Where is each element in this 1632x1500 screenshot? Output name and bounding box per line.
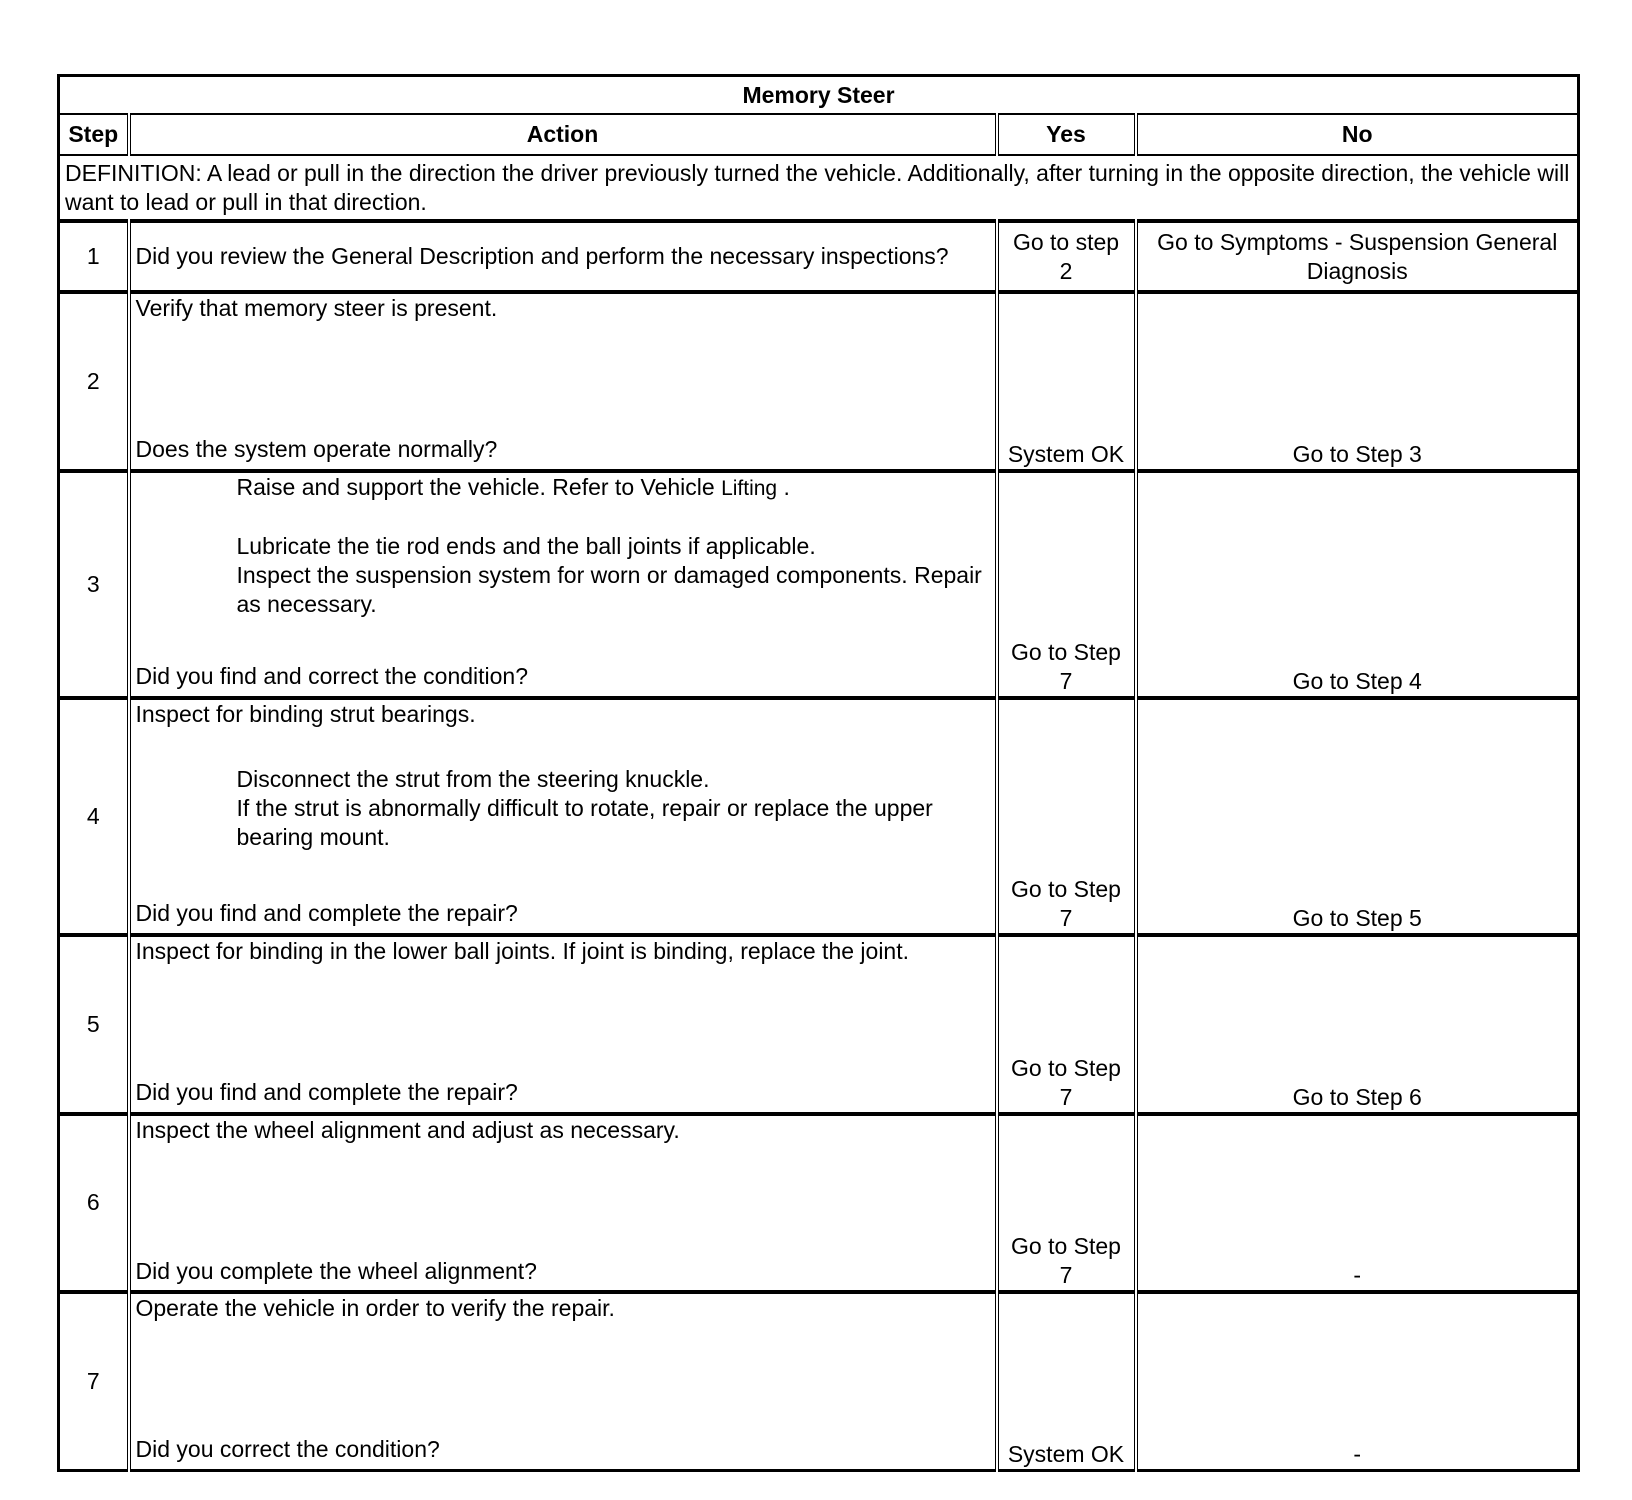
step-number: 7 — [59, 1292, 129, 1471]
action-question: Did you find and correct the condition? — [135, 662, 529, 689]
definition-row — [59, 155, 1579, 222]
no-result: Go to Symptoms - Suspension General Diagnosis — [1136, 221, 1579, 292]
substep-end: . — [777, 473, 790, 500]
definition-text: DEFINITION: A lead or pull in the direction the driver previously turned the vehicle. Additionally, after turning in the opposite direction, the vehicle will want to lead or pull in that direction. — [59, 155, 1579, 222]
substep-item: If the strut is abnormally difficult to rotate, repair or replace the upper bearing mount. — [236, 794, 933, 850]
table-title: Memory Steer — [59, 76, 1579, 115]
title-row — [59, 76, 1579, 115]
action-text: Did you review the General Description and perform the necessary inspections? — [129, 221, 997, 292]
substep-item: Disconnect the strut from the steering knuckle. — [236, 765, 710, 792]
action-intro: Verify that memory steer is present. — [135, 295, 498, 322]
no-result: Go to Step 3 — [1136, 292, 1579, 470]
step-number: 5 — [59, 935, 129, 1113]
header-row — [59, 114, 1579, 155]
action-cell — [129, 935, 997, 1113]
action-intro: Inspect for binding in the lower ball joints. If joint is binding, replace the joint. — [135, 938, 909, 965]
step-number: 1 — [59, 221, 129, 292]
no-result: - — [1136, 1292, 1579, 1471]
step-number: 6 — [59, 1114, 129, 1292]
yes-result: Go to Step 7 — [997, 935, 1136, 1113]
yes-result: Go to Step 7 — [997, 1114, 1136, 1292]
action-body — [136, 700, 990, 852]
no-result: - — [1136, 1114, 1579, 1292]
action-intro: Inspect for binding strut bearings. — [135, 700, 476, 727]
table-row — [59, 935, 1579, 1113]
action-question: Did you complete the wheel alignment? — [135, 1257, 537, 1284]
substep-text: Raise and support the vehicle. Refer to Vehicle — [236, 473, 715, 500]
yes-result: Go to step 2 — [997, 221, 1136, 292]
table-row — [59, 471, 1579, 698]
action-cell — [129, 292, 997, 470]
action-cell — [129, 1292, 997, 1471]
no-result: Go to Step 4 — [1136, 471, 1579, 698]
substep-item — [136, 473, 990, 503]
action-question: Does the system operate normally? — [135, 436, 498, 463]
action-question: Did you correct the condition? — [135, 1435, 440, 1462]
header-action: Action — [129, 114, 997, 155]
action-intro: Operate the vehicle in order to verify the repair. — [135, 1294, 615, 1321]
action-cell — [129, 1114, 997, 1292]
action-intro: Inspect the wheel alignment and adjust as necessary. — [135, 1116, 680, 1143]
step-number: 3 — [59, 471, 129, 698]
action-substeps — [136, 473, 990, 619]
table-row — [59, 1114, 1579, 1292]
table-row — [59, 698, 1579, 935]
header-yes: Yes — [997, 114, 1136, 155]
table-row — [59, 221, 1579, 292]
yes-result: System OK — [997, 292, 1136, 470]
no-result: Go to Step 5 — [1136, 698, 1579, 935]
header-step: Step — [59, 114, 129, 155]
yes-result: Go to Step 7 — [997, 471, 1136, 698]
step-number: 4 — [59, 698, 129, 935]
action-question: Did you find and complete the repair? — [135, 899, 518, 926]
step-number: 2 — [59, 292, 129, 470]
table-row — [59, 1292, 1579, 1471]
action-cell — [129, 471, 997, 698]
yes-result: Go to Step 7 — [997, 698, 1136, 935]
table-row — [59, 292, 1579, 470]
memory-steer-table — [57, 74, 1580, 1472]
substep-item: Inspect the suspension system for worn or damaged components. Repair as necessary. — [236, 561, 982, 617]
vehicle-lifting-link[interactable]: Lifting — [721, 476, 778, 500]
no-result: Go to Step 6 — [1136, 935, 1579, 1113]
substep-item: Lubricate the tie rod ends and the ball joints if applicable. — [236, 532, 816, 559]
yes-result: System OK — [997, 1292, 1136, 1471]
header-no: No — [1136, 114, 1579, 155]
action-question: Did you find and complete the repair? — [135, 1079, 518, 1106]
action-cell — [129, 698, 997, 935]
